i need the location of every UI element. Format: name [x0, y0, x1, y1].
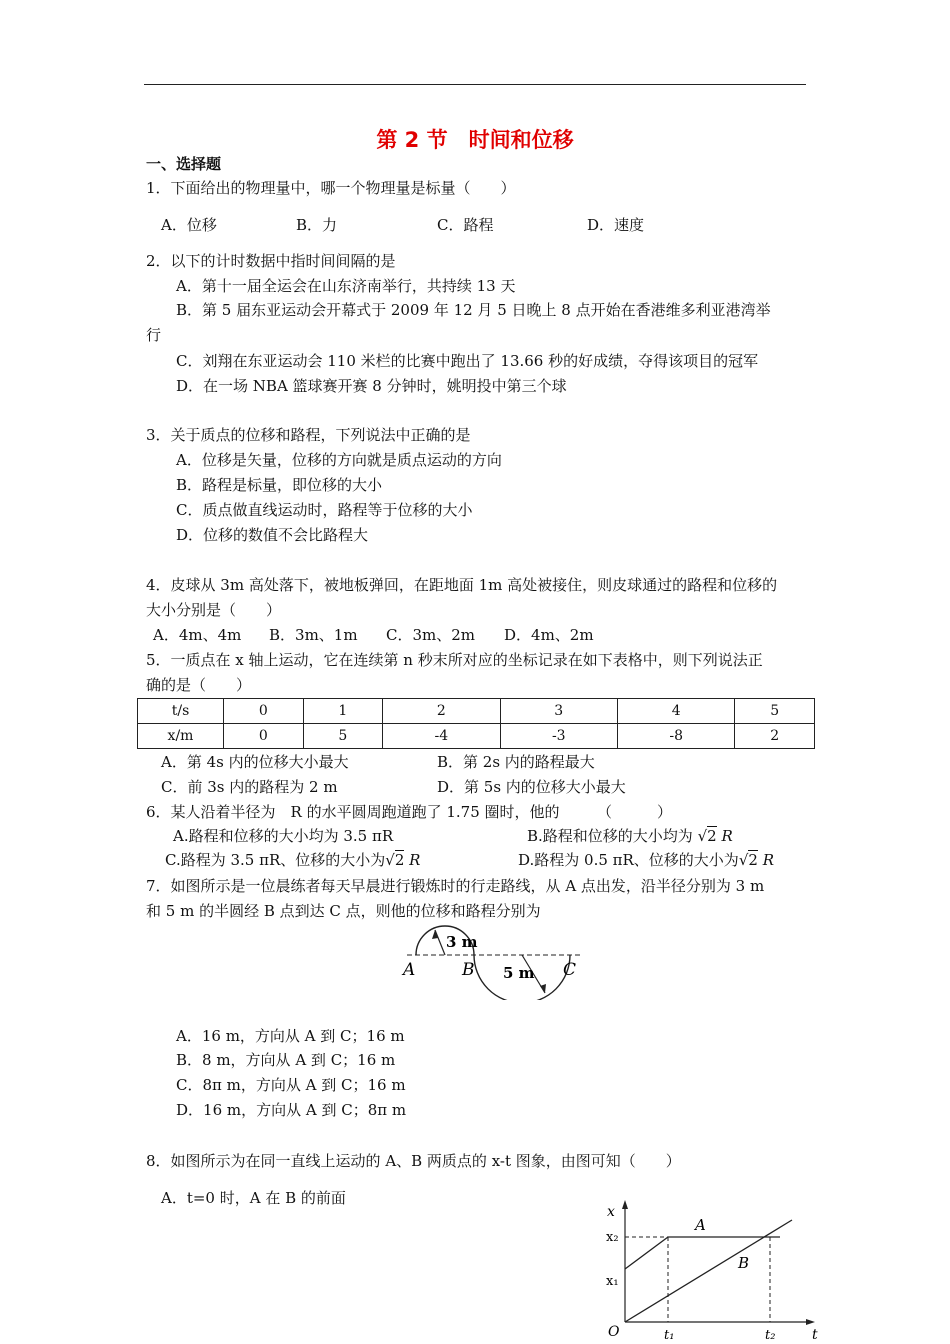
q3-stem: 3．关于质点的位移和路程，下列说法中正确的是 — [146, 426, 471, 444]
q1-option-b: B．力 — [296, 216, 338, 234]
q2-option-a: A．第十一届全运会在山东济南举行，共持续 13 天 — [176, 277, 516, 295]
sqrt-symbol: √ — [738, 851, 749, 869]
table-cell: 0 — [224, 699, 304, 724]
arrowhead — [806, 1319, 815, 1325]
q7-option-d: D．16 m，方向从 A 到 C；8π m — [176, 1101, 407, 1119]
x2-label: x₂ — [606, 1230, 619, 1245]
q4-stem: 4．皮球从 3m 高处落下，被地板弹回，在距地面 1m 高处被接住，则皮球通过的路程和位移的 — [146, 576, 778, 594]
header-rule — [144, 84, 806, 85]
q1-stem: 1．下面给出的物理量中，哪一个物理量是标量（ ） — [146, 179, 516, 197]
q6-option-c — [165, 850, 420, 870]
q6-option-c-text: C.路程为 3.5 πR、位移的大小为 — [165, 851, 386, 869]
q7-option-c: C．8π m，方向从 A 到 C；16 m — [176, 1076, 406, 1094]
q5-option-a: A．第 4s 内的位移大小最大 — [161, 753, 349, 771]
table-row — [138, 724, 815, 749]
t-axis-label: t — [812, 1327, 818, 1343]
q5-option-c: C．前 3s 内的路程为 2 m — [161, 778, 338, 796]
q2-option-c: C．刘翔在东亚运动会 110 米栏的比赛中跑出了 13.66 秒的好成绩，夺得该项目的冠军 — [176, 352, 759, 370]
q6-option-b — [527, 826, 733, 846]
point-a-label: A — [403, 960, 416, 980]
q6-option-b-text: B.路程和位移的大小均为 — [527, 827, 693, 845]
q5-option-d: D．第 5s 内的位移大小最大 — [437, 778, 626, 796]
q7-option-b: B．8 m，方向从 A 到 C；16 m — [176, 1051, 396, 1069]
q6-stem: 6．某人沿着半径为 R 的水平圆周跑道跑了 1.75 圈时，他的 （ ） — [146, 803, 673, 821]
line-b — [625, 1220, 792, 1322]
sqrt-value: 2 — [748, 851, 758, 869]
q3-option-b: B．路程是标量，即位移的大小 — [176, 476, 383, 494]
line-b-label: B — [738, 1254, 750, 1272]
table-cell: 3 — [500, 699, 617, 724]
q4-option-c: C．3m、2m — [386, 626, 476, 644]
q5-stem-cont: 确的是（ ） — [146, 676, 252, 694]
q4-option-a: A．4m、4m — [153, 626, 242, 644]
q3-option-c: C．质点做直线运动时，路程等于位移的大小 — [176, 501, 473, 519]
section-heading: 一、选择题 — [146, 155, 222, 173]
sqrt-value: 2 — [394, 851, 405, 869]
q2-option-b: B．第 5 届东亚运动会开幕式于 2009 年 12 月 5 日晚上 8 点开始在香港维多利亚港湾举 — [176, 301, 771, 319]
radius-arrow-3m — [435, 930, 445, 955]
table-cell: 1 — [303, 699, 383, 724]
table-cell: x/m — [138, 724, 224, 749]
q1-option-c: C．路程 — [437, 216, 494, 234]
q2-option-d: D．在一场 NBA 篮球赛开赛 8 分钟时，姚明投中第三个球 — [176, 377, 567, 395]
table-cell: 2 — [383, 699, 500, 724]
table-cell: -4 — [383, 724, 500, 749]
line-a-label: A — [695, 1216, 706, 1234]
table-row — [138, 699, 815, 724]
q6-option-d-text: D.路程为 0.5 πR、位移的大小为 — [518, 851, 739, 869]
label-3m: 3 m — [446, 933, 478, 951]
y-axis-label: x — [607, 1204, 615, 1220]
q4-option-b: B．3m、1m — [269, 626, 358, 644]
t1-label: t₁ — [664, 1328, 675, 1343]
position-time-table — [137, 698, 815, 749]
q1-option-d: D．速度 — [587, 216, 645, 234]
origin-label: O — [608, 1324, 620, 1340]
label-5m: 5 m — [503, 964, 535, 982]
q5-stem: 5．一质点在 x 轴上运动，它在连续第 n 秒末所对应的坐标记录在如下表格中，则下列说法正 — [146, 651, 763, 669]
q2-option-b-cont: 行 — [146, 326, 162, 344]
table-cell: 0 — [224, 724, 304, 749]
q8-option-a: A．t=0 时，A 在 B 的前面 — [161, 1189, 346, 1207]
q3-option-a: A．位移是矢量，位移的方向就是质点运动的方向 — [176, 451, 502, 469]
page-title: 第 2 节 时间和位移 — [376, 128, 574, 152]
sqrt-symbol: √ — [697, 827, 708, 845]
t2-label: t₂ — [765, 1328, 776, 1343]
q1-option-a: A．位移 — [161, 216, 217, 234]
sqrt-value: 2 — [707, 827, 717, 845]
q7-option-a: A．16 m，方向从 A 到 C；16 m — [176, 1027, 405, 1045]
arrowhead — [622, 1200, 628, 1209]
semicircle-path-figure — [395, 920, 595, 1000]
point-b-label: B — [462, 960, 475, 980]
q7-stem: 7．如图所示是一位晨练者每天早晨进行锻炼时的行走路线，从 A 点出发，沿半径分别为 3 m — [146, 877, 765, 895]
q5-option-b: B．第 2s 内的路程最大 — [437, 753, 595, 771]
point-c-label: C — [563, 960, 577, 980]
table-cell: 2 — [735, 724, 815, 749]
table-cell: t/s — [138, 699, 224, 724]
radius-symbol: R — [721, 827, 733, 845]
table-cell: -3 — [500, 724, 617, 749]
table-cell: 5 — [735, 699, 815, 724]
q6-option-d — [518, 850, 774, 870]
radius-symbol: R — [409, 851, 421, 869]
q8-stem: 8．如图所示为在同一直线上运动的 A、B 两质点的 x-t 图象，由图可知（ ） — [146, 1152, 681, 1170]
table-cell: 4 — [617, 699, 734, 724]
q2-stem: 2．以下的计时数据中指时间间隔的是 — [146, 252, 396, 270]
xt-graph-figure — [600, 1196, 840, 1344]
table-cell: -8 — [617, 724, 734, 749]
x1-label: x₁ — [606, 1274, 619, 1289]
q3-option-d: D．位移的数值不会比路程大 — [176, 526, 369, 544]
radius-symbol: R — [762, 851, 774, 869]
q6-option-a: A.路程和位移的大小均为 3.5 πR — [173, 827, 394, 845]
q4-stem-cont: 大小分别是（ ） — [146, 601, 282, 619]
sqrt-symbol: √ — [385, 851, 395, 869]
table-cell: 5 — [303, 724, 383, 749]
q4-option-d: D．4m、2m — [504, 626, 594, 644]
q7-stem-cont: 和 5 m 的半圆经 B 点到达 C 点，则他的位移和路程分别为 — [146, 902, 541, 920]
